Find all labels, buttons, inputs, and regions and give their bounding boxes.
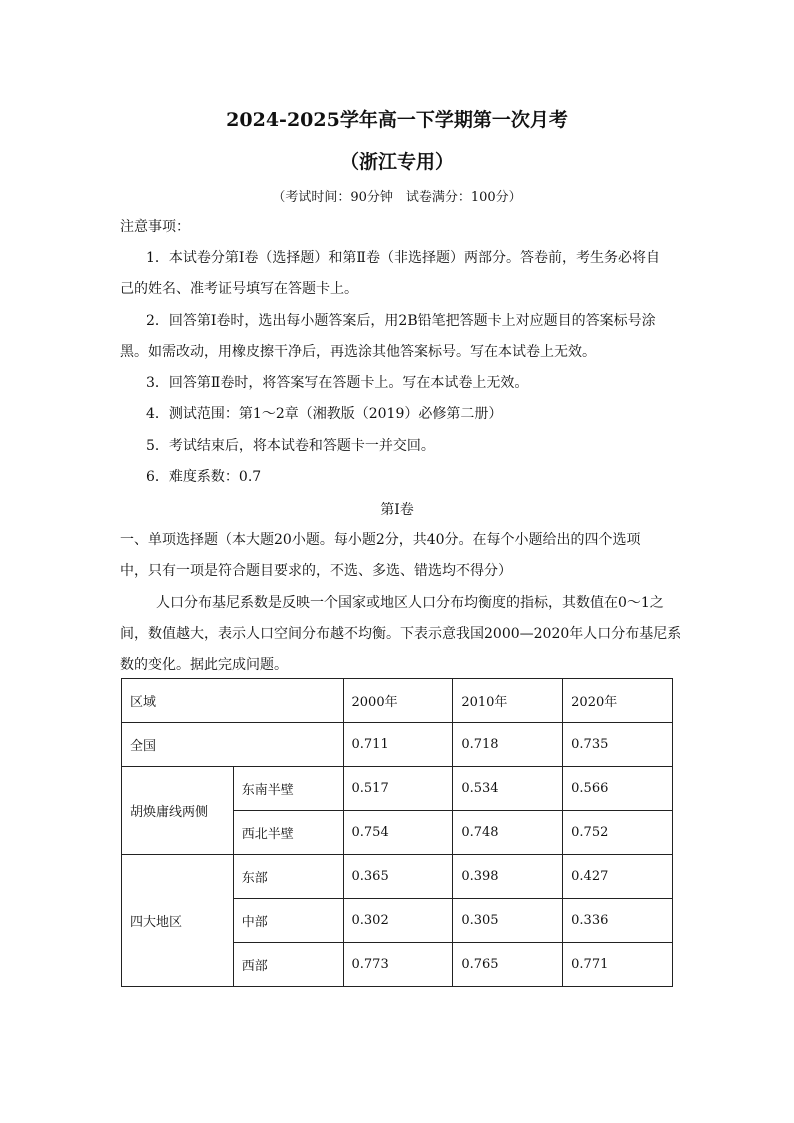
- cell-2000: 0.517: [343, 767, 453, 811]
- cell-2010: 0.718: [453, 723, 563, 767]
- cell-2010: 0.398: [453, 855, 563, 899]
- cell-2010: 0.534: [453, 767, 563, 811]
- cell-2020: 0.735: [563, 723, 673, 767]
- volume-heading: 第Ⅰ卷: [380, 502, 414, 518]
- row-label: 东南半壁: [233, 767, 343, 811]
- row-label: 西北半壁: [233, 811, 343, 855]
- notes-heading: 注意事项：: [120, 219, 190, 235]
- header-2000: 2000年: [343, 679, 453, 723]
- cell-2000: 0.711: [343, 723, 453, 767]
- cell-2020: 0.427: [563, 855, 673, 899]
- passage-line-3: 数的变化。据此完成问题。: [120, 657, 288, 673]
- exam-title: 2024-2025学年高一下学期第一次月考: [226, 109, 568, 131]
- row-label: 中部: [233, 899, 343, 943]
- cell-2010: 0.765: [453, 943, 563, 987]
- cell-2000: 0.365: [343, 855, 453, 899]
- part1-instruction-line-2: 中，只有一项是符合题目要求的，不选、多选、错选均不得分）: [120, 563, 512, 579]
- row-label: 西部: [233, 943, 343, 987]
- passage-line-1: 人口分布基尼系数是反映一个国家或地区人口分布均衡度的指标，其数值在0～1之: [156, 595, 664, 611]
- cell-2000: 0.773: [343, 943, 453, 987]
- note-item-1-line-1: 1．本试卷分第Ⅰ卷（选择题）和第Ⅱ卷（非选择题）两部分。答卷前，考生务必将自: [146, 250, 660, 266]
- note-item-6: 6．难度系数：0.7: [146, 469, 262, 485]
- row-label: 东部: [233, 855, 343, 899]
- header-2020: 2020年: [563, 679, 673, 723]
- gini-table: [121, 678, 673, 987]
- table-header-row: [122, 679, 673, 723]
- cell-2020: 0.336: [563, 899, 673, 943]
- note-item-4: 4．测试范围：第1～2章（湘教版（2019）必修第二册）: [146, 406, 503, 422]
- note-item-1-line-2: 己的姓名、准考证号填写在答题卡上。: [120, 281, 358, 297]
- cell-2020: 0.566: [563, 767, 673, 811]
- exam-subtitle: （浙江专用）: [339, 151, 454, 173]
- header-region: 区域: [122, 679, 344, 723]
- cell-2010: 0.305: [453, 899, 563, 943]
- cell-2010: 0.748: [453, 811, 563, 855]
- table-row: [122, 723, 673, 767]
- note-item-2-line-1: 2．回答第Ⅰ卷时，选出每小题答案后，用2B铅笔把答题卡上对应题目的答案标号涂: [146, 313, 656, 329]
- row-label: 全国: [122, 723, 344, 767]
- group-label-hu-line: 胡焕庸线两侧: [122, 767, 234, 855]
- note-item-2-line-2: 黑。如需改动，用橡皮擦干净后，再选涂其他答案标号。写在本试卷上无效。: [120, 344, 596, 360]
- note-item-3: 3．回答第Ⅱ卷时，将答案写在答题卡上。写在本试卷上无效。: [146, 375, 529, 391]
- header-2010: 2010年: [453, 679, 563, 723]
- part1-instruction-line-1: 一、单项选择题（本大题20小题。每小题2分，共40分。在每个小题给出的四个选项: [120, 532, 641, 548]
- cell-2000: 0.754: [343, 811, 453, 855]
- cell-2020: 0.771: [563, 943, 673, 987]
- group-label-four-regions: 四大地区: [122, 855, 234, 987]
- cell-2020: 0.752: [563, 811, 673, 855]
- table-row: [122, 855, 673, 899]
- table-row: [122, 767, 673, 811]
- passage-line-2: 间，数值越大，表示人口空间分布越不均衡。下表示意我国2000—2020年人口分布基尼系: [120, 626, 682, 642]
- note-item-5: 5．考试结束后，将本试卷和答题卡一并交回。: [146, 438, 435, 454]
- cell-2000: 0.302: [343, 899, 453, 943]
- exam-info: （考试时间：90分钟 试卷满分：100分）: [272, 190, 522, 205]
